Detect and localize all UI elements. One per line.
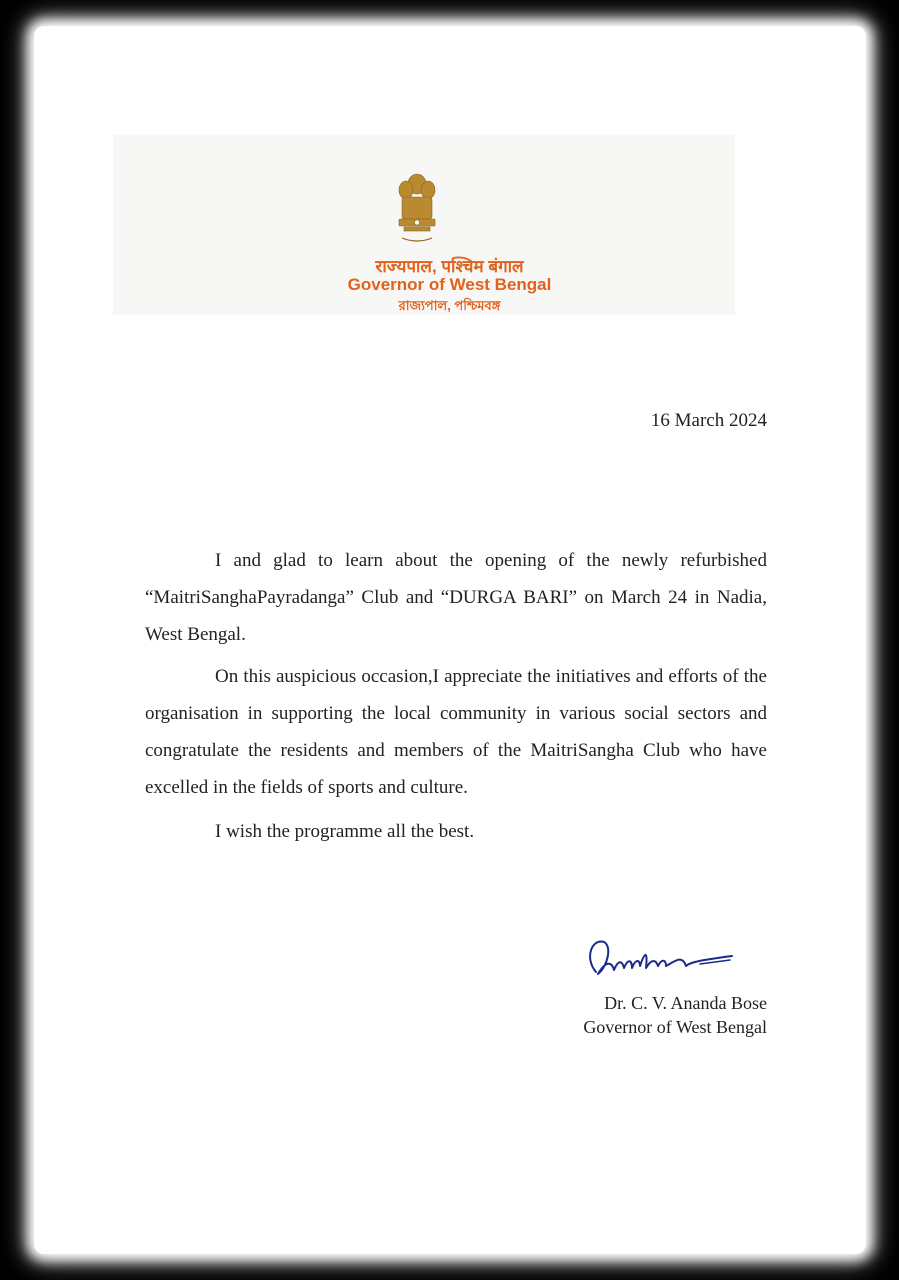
letterhead-hindi: राज्यपाल, पश्चिम बंगाल bbox=[375, 257, 524, 276]
body-paragraph-3-text: I wish the programme all the best. bbox=[215, 821, 475, 842]
body-paragraph-1 bbox=[145, 542, 767, 653]
signatory-name: Dr. C. V. Ananda Bose bbox=[604, 993, 767, 1013]
letter-date: 16 March 2024 bbox=[650, 410, 767, 431]
signatory-title: Governor of West Bengal bbox=[583, 1017, 767, 1037]
national-emblem-icon bbox=[392, 170, 442, 246]
body-paragraph-1-text: I and glad to learn about the opening of the newly refurbished “MaitriSanghaPayradanga” Club and “DURGA BARI” on March 24 in Nadia, West Bengal. bbox=[145, 550, 767, 645]
handwritten-signature bbox=[582, 932, 742, 988]
letterhead-bengali: রাজ্যপাল, পশ্চিমবঙ্গ bbox=[398, 298, 501, 313]
body-paragraph-2 bbox=[145, 658, 767, 806]
body-paragraph-3 bbox=[145, 813, 767, 850]
body-paragraph-2-text: On this auspicious occasion,I appreciate the initiatives and efforts of the organisation in supporting the local community in various social sectors and congratulate the residents and members of the MaitriSangha Club who have excelled in the fields of sports and culture. bbox=[145, 666, 767, 798]
letterhead-english: Governor of West Bengal bbox=[347, 275, 552, 294]
